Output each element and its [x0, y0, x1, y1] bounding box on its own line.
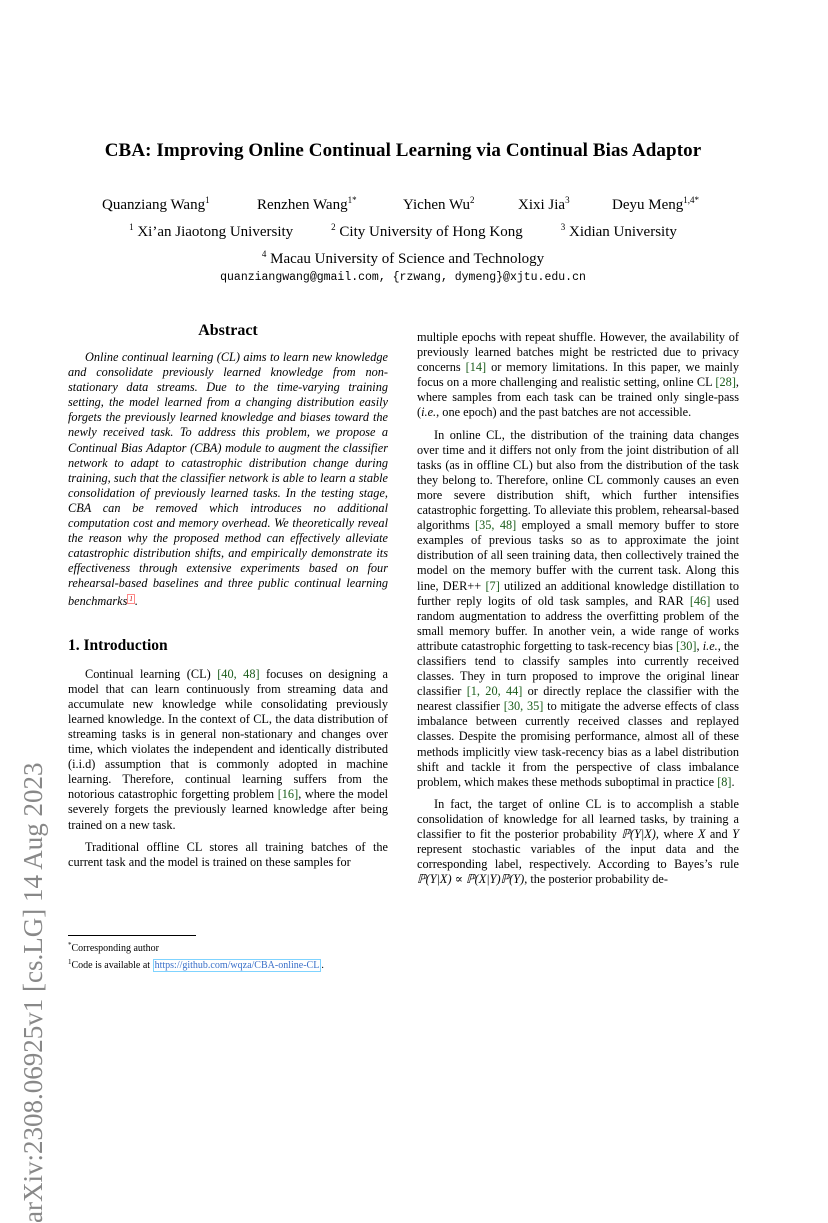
author-emails: quanziangwang@gmail.com, {rzwang, dymeng}@xjtu.edu.cn: [220, 271, 586, 284]
right-paragraph-3: In fact, the target of online CL is to accomplish a stable consolidation of knowledge for all learned tasks, by training a classifier to fit the posterior probability ℙ(Y|X), where X and Y represent stochastic variables of the input data and the corresponding label, respectively. According to Bayes’s rule ℙ(Y|X) ∝ ℙ(X|Y)ℙ(Y), the posterior probability de-: [417, 796, 739, 887]
footnote-rule: [68, 935, 196, 936]
math: X: [697, 827, 706, 841]
affiliation-line-1: $^1$ Xi’an Jiaotong University $^2$ City University of Hong Kong $^3$ Xidian University: [129, 222, 677, 240]
affiliation-3: Xidian University: [568, 224, 677, 240]
affiliation-line-2: $^4$ Macau University of Science and Technology: [261, 249, 545, 267]
intro-paragraph-1: Continual learning (CL) [40, 48] focuses on designing a model that can learn continuously from streaming data and accumulate new knowledge while consolidating previously learned knowledge. In the context of CL, the data distribution of streaming tasks is in general non-stationary and changes over time, which violates the independent and identically distributed (i.i.d) assumption that is commonly adopted in machine learning. Therefore, continual learning suffers from the notorious catastrophic forgetting problem [16], where the model severely forgets the previously learned knowledge after being trained on a new task.: [68, 666, 389, 832]
author-4: Xixi Jia$^3$: [518, 195, 570, 213]
author-3: Yichen Wu$^2$: [403, 195, 475, 213]
left-column: [68, 322, 388, 877]
citation[interactable]: [14]: [465, 360, 487, 375]
code-link[interactable]: https://github.com/wqza/CBA-online-CL: [154, 959, 320, 971]
math: ℙ(Y|X): [621, 827, 656, 841]
citation[interactable]: [30, 35]: [503, 699, 544, 714]
footnote-ref[interactable]: 1: [129, 594, 133, 603]
abstract-heading: Abstract: [198, 322, 258, 339]
citation[interactable]: [28]: [715, 375, 736, 390]
affiliation-4: Macau University of Science and Technology: [270, 251, 545, 267]
affiliation-1: Xi’an Jiaotong University: [137, 224, 294, 240]
intro-paragraph-2: Traditional offline CL stores all training batches of the current task and the model is trained on these samples for: [68, 839, 388, 869]
citation[interactable]: [1, 20, 44]: [466, 684, 523, 699]
footnotes: [68, 935, 388, 972]
right-paragraph-1: multiple epochs with repeat shuffle. However, the availability of previously learned batches might be restricted due to privacy concerns [14] or memory limitations. In this paper, we mainly focus on a more challenging and realistic setting, online CL [28], where samples from each task can be trained only single-pass (i.e., one epoch) and the past batches are not accessible.: [417, 330, 740, 420]
citation[interactable]: [16]: [277, 787, 299, 802]
citation[interactable]: [46]: [689, 593, 711, 608]
math: Y: [732, 827, 739, 841]
author-5: Deyu Meng$^{1,4*}$: [612, 195, 699, 213]
citation[interactable]: [7]: [485, 578, 500, 593]
math: ℙ(Y|X) ∝ ℙ(X|Y)ℙ(Y): [417, 872, 525, 887]
footnote-corresponding: *Corresponding author: [68, 941, 159, 954]
citation[interactable]: [8]: [717, 774, 732, 789]
arxiv-stamp: arXiv:2308.06925v1 [cs.LG] 14 Aug 2023: [18, 762, 48, 1223]
citation[interactable]: [30]: [676, 638, 697, 653]
section-heading-introduction: 1. Introduction: [68, 636, 168, 654]
author-2: Renzhen Wang$^{1*}$: [257, 195, 357, 213]
abstract-text: Online continual learning (CL) aims to learn new knowledge and consolidate previously learned knowledge from non-stationary data streams. Due to the time-varying training setting, the model learned from a changing distribution easily forgets the previously learned knowledge and biases toward the newly received task. To address this problem, we propose a Continual Bias Adaptor (CBA) module to augment the classifier network to adapt to catastrophic distribution change during training, such that the classifier network is able to learn a stable consolidation of previously learned tasks. In the testing stage, CBA can be removed which introduces no additional computation cost and memory overhead. We theoretically reveal the reason why the proposed method can effectively alleviate catastrophic distribution shifts, and empirically demonstrate its effectiveness through extensive experiments based on four rehearsal-based baselines and three public continual learning benchmarks $^1$ .: [68, 350, 388, 608]
footnote-code: $^1$Code is available at https://github.com/wqza/CBA-online-CL .: [68, 957, 324, 971]
right-paragraph-2: In online CL, the distribution of the training data changes over time and it differs not only from the joint distribution of all tasks (as in offline CL) but also from the distribution of the task they belong to. Therefore, online CL commonly causes an even more severe distribution shift, which further intensifies catastrophic forgetting. To alleviate this problem, rehearsal-based algorithms [35, 48] employed a small memory buffer to store examples of previous tasks so as to approximate the joint distribution of all seen training data, then collectively trained the model on the memory buffer with the current task. Along this line, DER++ [7] utilized an additional knowledge distillation to further reply logits of old task samples, and RAR [46] used random augmentation to address the overfitting problem of the small memory buffer. In another vein, a wide range of works attribute catastrophic forgetting to task-recency bias [30], i.e., the classifiers tend to classify samples into currently received classes. They in turn proposed to improve the original linear classifier [1, 20, 44] or directly replace the classifier with the nearest classifier [30, 35] to mitigate the adverse effects of class imbalance between currently received classes and replayed classes. Despite the promising performance, almost all of these methods implicitly view task-recency bias as a label distribution shift and tackle it from the perspective of class imbalance problem, which makes these methods suboptimal in practice [8].: [417, 427, 739, 789]
author-1: Quanziang Wang$^1$: [102, 195, 210, 213]
affiliation-2: City University of Hong Kong: [339, 224, 523, 240]
paper-title: CBA: Improving Online Continual Learning via Continual Bias Adaptor: [104, 140, 702, 161]
citation[interactable]: [35, 48]: [475, 518, 517, 533]
citation[interactable]: [40, 48]: [217, 666, 260, 681]
right-column: [417, 330, 739, 894]
